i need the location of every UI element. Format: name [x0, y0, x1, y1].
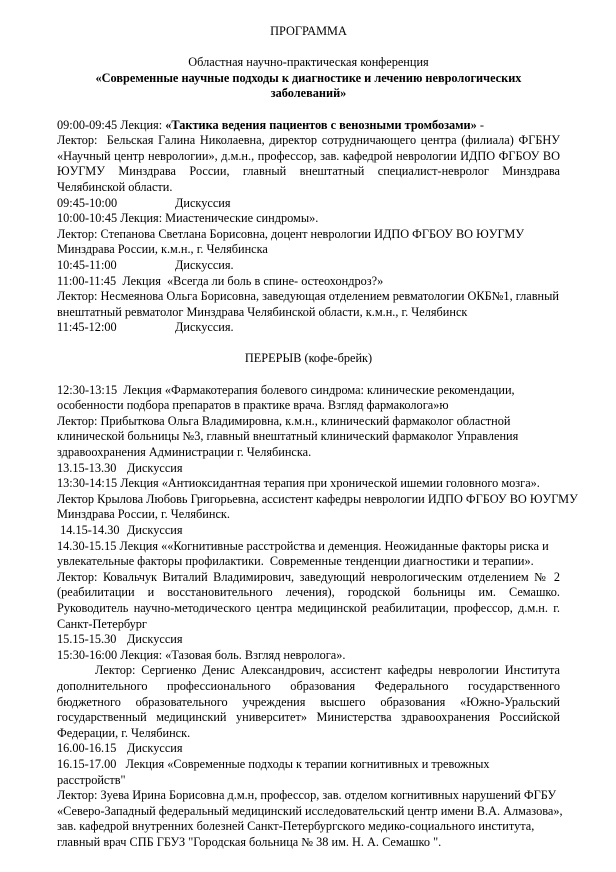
discussion-label: Дискуссия — [175, 195, 231, 210]
lecturer-stepanova — [57, 227, 560, 258]
lecturer-zueva — [57, 788, 563, 850]
lecture-title-bold: «Тактика ведения пациентов с венозными тромбозами» — [165, 117, 477, 132]
text-line: «Северо-Западный федеральный медицинский исследовательский центр имени В.А. Алмазова», — [57, 803, 563, 818]
discussion-row-1315 — [57, 461, 560, 477]
text-line: Лектор: Зуева Ирина Борисовна д.м.н, профессор, зав. отделом когнитивных нарушений ФГБУ — [57, 788, 557, 803]
discussion-label: Дискуссия. — [175, 320, 234, 335]
text-line: здравоохранения Администрации г. Челябинска. — [57, 445, 312, 460]
discussion-label: Дискуссия — [127, 741, 183, 756]
discussion-row-1145 — [57, 320, 560, 336]
discussion-label: Дискуссия — [127, 632, 183, 647]
text-line: внештатный ревматолог Минздрава Челябинской области, к.м.н., г. Челябинск — [57, 304, 468, 319]
session-line-1430 — [57, 539, 560, 570]
lecturer-krylova — [57, 491, 578, 523]
discussion-row-0945 — [57, 196, 560, 212]
session-line-1530: 15:30-16:00 Лекция: «Тазовая боль. Взгляд невролога». — [57, 647, 346, 662]
text-run: 09:00-09:45 Лекция: — [57, 117, 166, 132]
time-range: 13.15-13.30 — [57, 460, 117, 475]
lecturer-kovalchuk: Лектор: Ковальчук Виталий Владимирович, заведующий неврологическим отделением № 2 (реабилитации и восстановительного лечения), городской больницы им. Семашко. Руководитель научно-методического центра медицинской реабилитации, профессор, д.м.н. г. Санкт-Петербург — [57, 569, 560, 631]
text-line: Минздрава России, г. Челябинск. — [57, 507, 230, 522]
lecturer-sergienko: Лектор: Сергиенко Денис Александрович, ассистент кафедры неврологии Института дополнительного профессионального образования Федерального государственного бюджетного образовательного учреждения высшего образования «Южно-Уральский государственный медицинский университет» Министерства здравоохранения Российской Федерации, г. Челябинск. — [57, 663, 560, 740]
lecturer-nesmeyanova — [57, 289, 560, 320]
discussion-row-1515 — [57, 632, 560, 648]
doc-title: ПРОГРАММА — [270, 24, 347, 38]
discussion-row-1600 — [57, 741, 560, 757]
discussion-row-1415 — [57, 523, 560, 539]
conference-title: «Современные научные подходы к диагностике и лечению неврологических заболеваний» — [95, 70, 522, 101]
blank-line — [57, 336, 560, 352]
discussion-label: Дискуссия. — [175, 257, 234, 272]
session-line-1230 — [57, 383, 560, 414]
program-document — [57, 24, 578, 850]
blank-line — [57, 367, 560, 383]
lecturer-pribytkova — [57, 414, 560, 461]
conference-type: Областная научно-практическая конференция — [188, 55, 429, 70]
time-range: 09:45-10:00 — [57, 195, 118, 210]
text-line: увлекательные факторы профилактики. Современные тенденции диагностики и терапии». — [57, 554, 534, 569]
session-line-1615: 16.15-17.00 Лекция «Современные подходы к терапии когнитивных и тревожных расстройств" — [57, 756, 490, 787]
break-heading: ПЕРЕРЫВ (кофе-брейк) — [244, 351, 373, 366]
time-range: 14.15-14.30 — [57, 523, 120, 537]
text-line: клинической больницы №3, главный внештатный клинический фармаколог Управления — [57, 429, 519, 444]
text-line: зав. кафедрой внутренних болезней Санкт-Петербургского медико-социального института, — [57, 819, 535, 834]
text-line: главный врач СПБ ГБУЗ "Городская больница № 38 им. Н. А. Семашко ". — [57, 834, 442, 849]
text-line: Лектор: Степанова Светлана Борисовна, доцент неврологии ИДПО ФГБОУ ВО ЮУГМУ — [57, 226, 525, 241]
lecturer-belskaya: Лектор: Бельская Галина Николаевна, директор сотрудничающего центра (филиала) ФГБНУ «Научный центр неврологии», д.м.н., профессор, зав. кафедрой неврологии ИДПО ФГБОУ ВО ЮУГМУ Минздрава России, главный внештатный специалист-невролог Минздрава Челябинской области. — [57, 133, 560, 194]
session-line-1000: 10:00-10:45 Лекция: Миастенические синдромы». — [57, 211, 319, 226]
text-line: 14.30-15.15 Лекция ««Когнитивные расстройства и деменция. Неожиданные факторы риска и — [57, 538, 549, 553]
discussion-label: Дискуссия — [127, 523, 183, 537]
session-line-0900 — [57, 118, 560, 134]
blank-line — [57, 40, 560, 56]
time-range: 10:45-11:00 — [57, 257, 117, 272]
discussion-row-1045 — [57, 258, 560, 274]
blank-line — [57, 102, 560, 118]
text-line: Лектор Крылова Любовь Григорьевна, ассистент кафедры неврологии ИДПО ФГБОУ ВО ЮУГМУ — [57, 491, 578, 506]
session-line-1330: 13:30-14:15 Лекция «Антиоксидантная терапия при хронической ишемии головного мозга». — [57, 476, 540, 491]
text-run: - — [476, 117, 484, 132]
session-line-1100: 11:00-11:45 Лекция «Всегда ли боль в спине- остеохондроз?» — [57, 273, 384, 288]
text-line: 12:30-13:15 Лекция «Фармакотерапия болевого синдрома: клинические рекомендации, — [57, 382, 515, 397]
time-range: 16.00-16.15 — [57, 741, 117, 756]
time-range: 11:45-12:00 — [57, 320, 117, 335]
time-range: 15.15-15.30 — [57, 632, 117, 647]
text-line: особенности подбора препаратов в практике врача. Взгляд фармаколога»ю — [57, 398, 449, 413]
text-line: Лектор: Несмеянова Ольга Борисовна, заведующая отделением ревматологии ОКБ№1, главный — [57, 289, 559, 304]
discussion-label: Дискуссия — [127, 460, 183, 475]
text-line: Минздрава России, к.м.н., г. Челябинска — [57, 242, 268, 257]
text-line: Лектор: Прибыткова Ольга Владимировна, к.м.н., клинический фармаколог областной — [57, 413, 511, 428]
